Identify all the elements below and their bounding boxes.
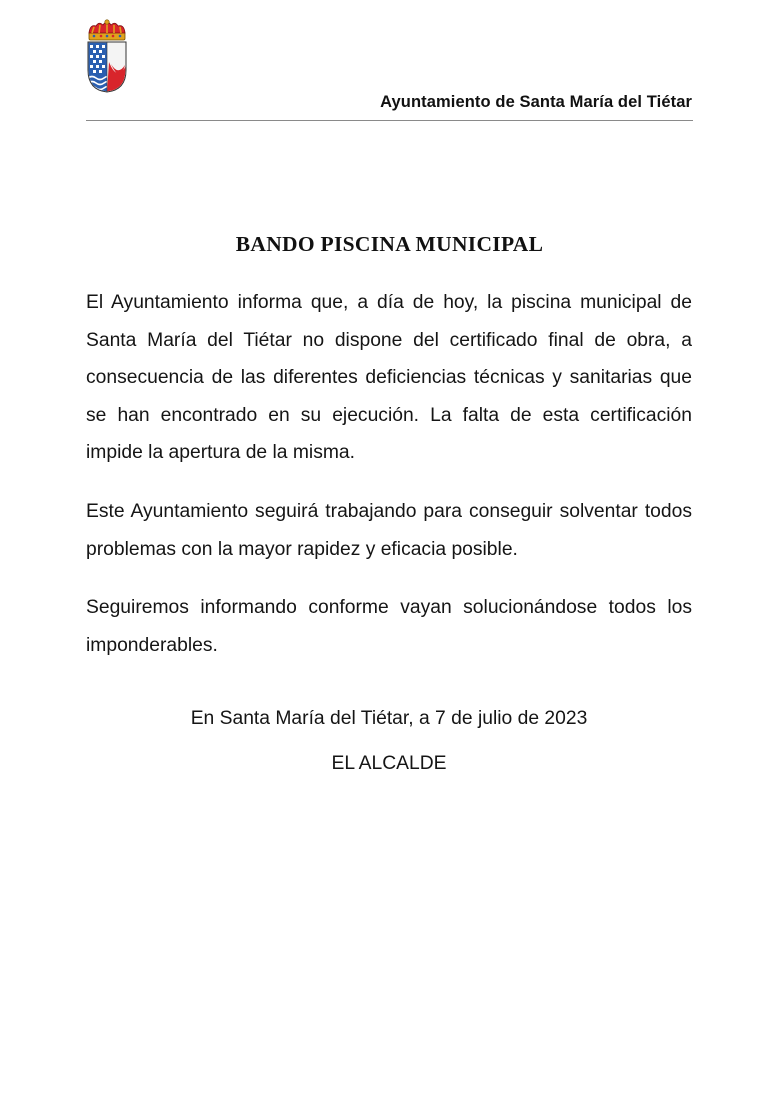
header-divider <box>86 120 693 121</box>
notice-paragraph: Seguiremos informando conforme vayan solucionándose todos los imponderables. <box>86 597 692 656</box>
notice-paragraph: El Ayuntamiento informa que, a día de hoy, la piscina municipal de Santa María del Tiétar no dispone del certificado final de obra, a consecuencia de las diferentes deficiencias técnicas y sanitarias que se han encontrado en su ejecución. La falta de esta certificación impide la apertura de la misma. <box>86 292 692 463</box>
municipal-coat-of-arms-icon <box>84 18 130 94</box>
organization-name: Ayuntamiento de Santa María del Tiétar <box>380 93 692 111</box>
place-and-date: En Santa María del Tiétar, a 7 de julio de 2023 <box>190 708 588 729</box>
notice-title: BANDO PISCINA MUNICIPAL <box>235 232 544 256</box>
signer-title: EL ALCALDE <box>331 753 447 774</box>
notice-paragraph: Este Ayuntamiento seguirá trabajando para conseguir solventar todos problemas con la mayor rapidez y eficacia posible. <box>86 501 692 560</box>
